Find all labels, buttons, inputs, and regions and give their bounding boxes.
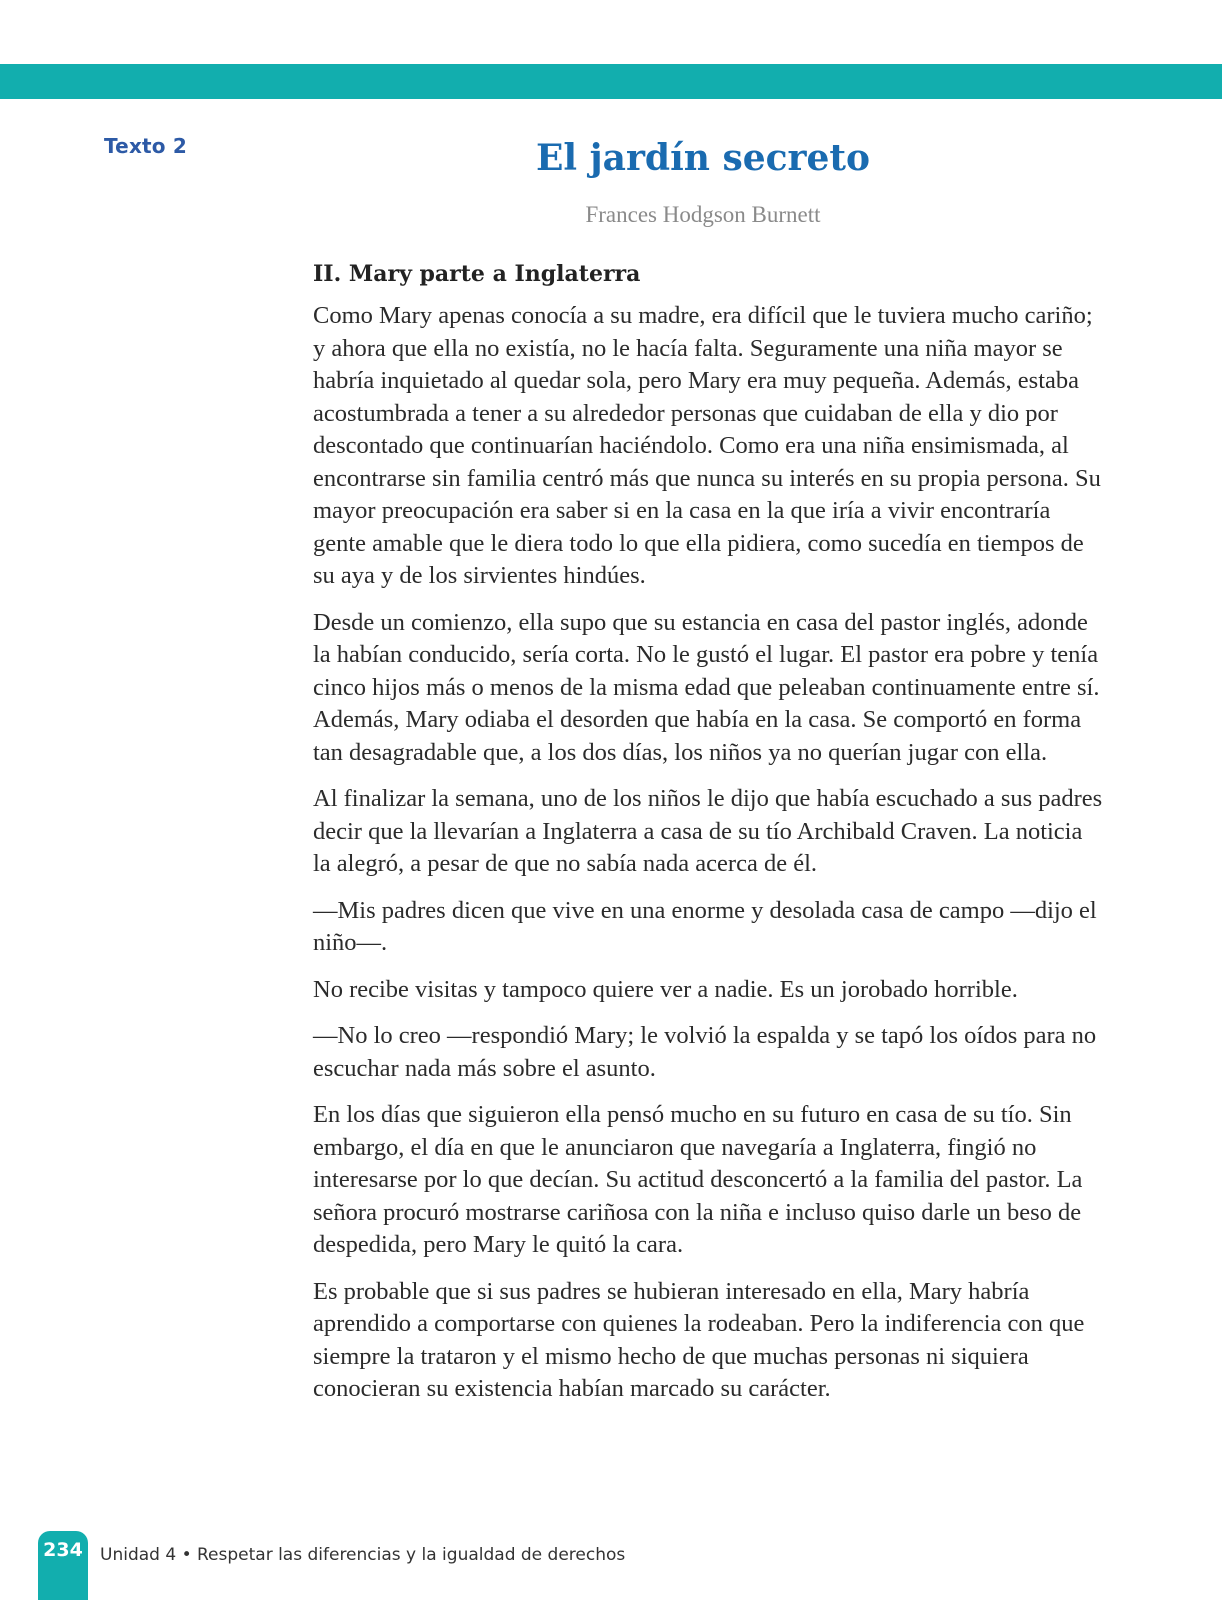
paragraph-1: Como Mary apenas conocía a su madre, era difícil que le tuviera mucho cariño; y ahora que ella no existía, no le hacía falta. Seguramente una niña mayor se habría inquietado al quedar sola, pero Mary era muy pequeña. Además, estaba acostumbrada a tener a su alrededor personas que cuidaban de ella y dio por descontado que continuarían haciéndolo. Como era una niña ensimismada, al encontrarse sin familia centró más que nunca su interés en su propia persona. Su mayor preocupación era saber si en la casa en la que iría a vivir encontraría gente amable que le diera todo lo que ella pidiera, como sucedía en tiempos de su aya y de los sirvientes hindúes. [313, 302, 1101, 589]
article-body [313, 256, 1103, 1420]
text-number-label: Texto 2 [104, 134, 188, 158]
paragraph-5: No recibe visitas y tampoco quiere ver a nadie. Es un jorobado horrible. [313, 975, 1018, 1003]
paragraph-3: Al finalizar la semana, uno de los niños le dijo que había escuchado a sus padres decir que la llevarían a Inglaterra a casa de su tío Archibald Craven. La noticia la alegró, a pesar de que no sabía nada acerca de él. [313, 785, 1103, 877]
author-name: Frances Hodgson Burnett [585, 202, 821, 227]
story-title: El jardín secreto [535, 137, 871, 179]
page-number-tab [38, 1531, 88, 1600]
paragraph-4: —Mis padres dicen que vive en una enorme y desolada casa de campo —dijo el niño—. [313, 896, 1097, 956]
footer-unit-text: Unidad 4 • Respetar las diferencias y la igualdad de derechos [100, 1545, 626, 1565]
page-number: 234 [43, 1539, 83, 1561]
paragraph-8: Es probable que si sus padres se hubieran interesado en ella, Mary habría aprendido a comportarse con quienes la rodeaban. Pero la indiferencia con que siempre la trataron y el mismo hecho de que muchas personas ni siquiera conocieran su existencia habían marcado su carácter. [313, 1277, 1085, 1402]
paragraph-6: —No lo creo —respondió Mary; le volvió la espalda y se tapó los oídos para no escuchar nada más sobre el asunto. [313, 1022, 1097, 1082]
paragraph-2: Desde un comienzo, ella supo que su estancia en casa del pastor inglés, adonde la habían conducido, sería corta. No le gustó el lugar. El pastor era pobre y tenía cinco hijos más o menos de la misma edad que peleaban continuamente entre sí. Además, Mary odiaba el desorden que había en la casa. Se comportó en forma tan desagradable que, a los dos días, los niños ya no querían jugar con ella. [313, 608, 1100, 766]
header-band [0, 64, 1222, 99]
chapter-heading: II. Mary parte a Inglaterra [313, 261, 641, 287]
paragraph-7: En los días que siguieron ella pensó mucho en su futuro en casa de su tío. Sin embargo, el día en que le anunciaron que navegaría a Inglaterra, fingió no interesarse por lo que decían. Su actitud desconcertó a la familia del pastor. La señora procuró mostrarse cariñosa con la niña e incluso quiso darle un beso de despedida, pero Mary le quitó la cara. [313, 1101, 1083, 1258]
